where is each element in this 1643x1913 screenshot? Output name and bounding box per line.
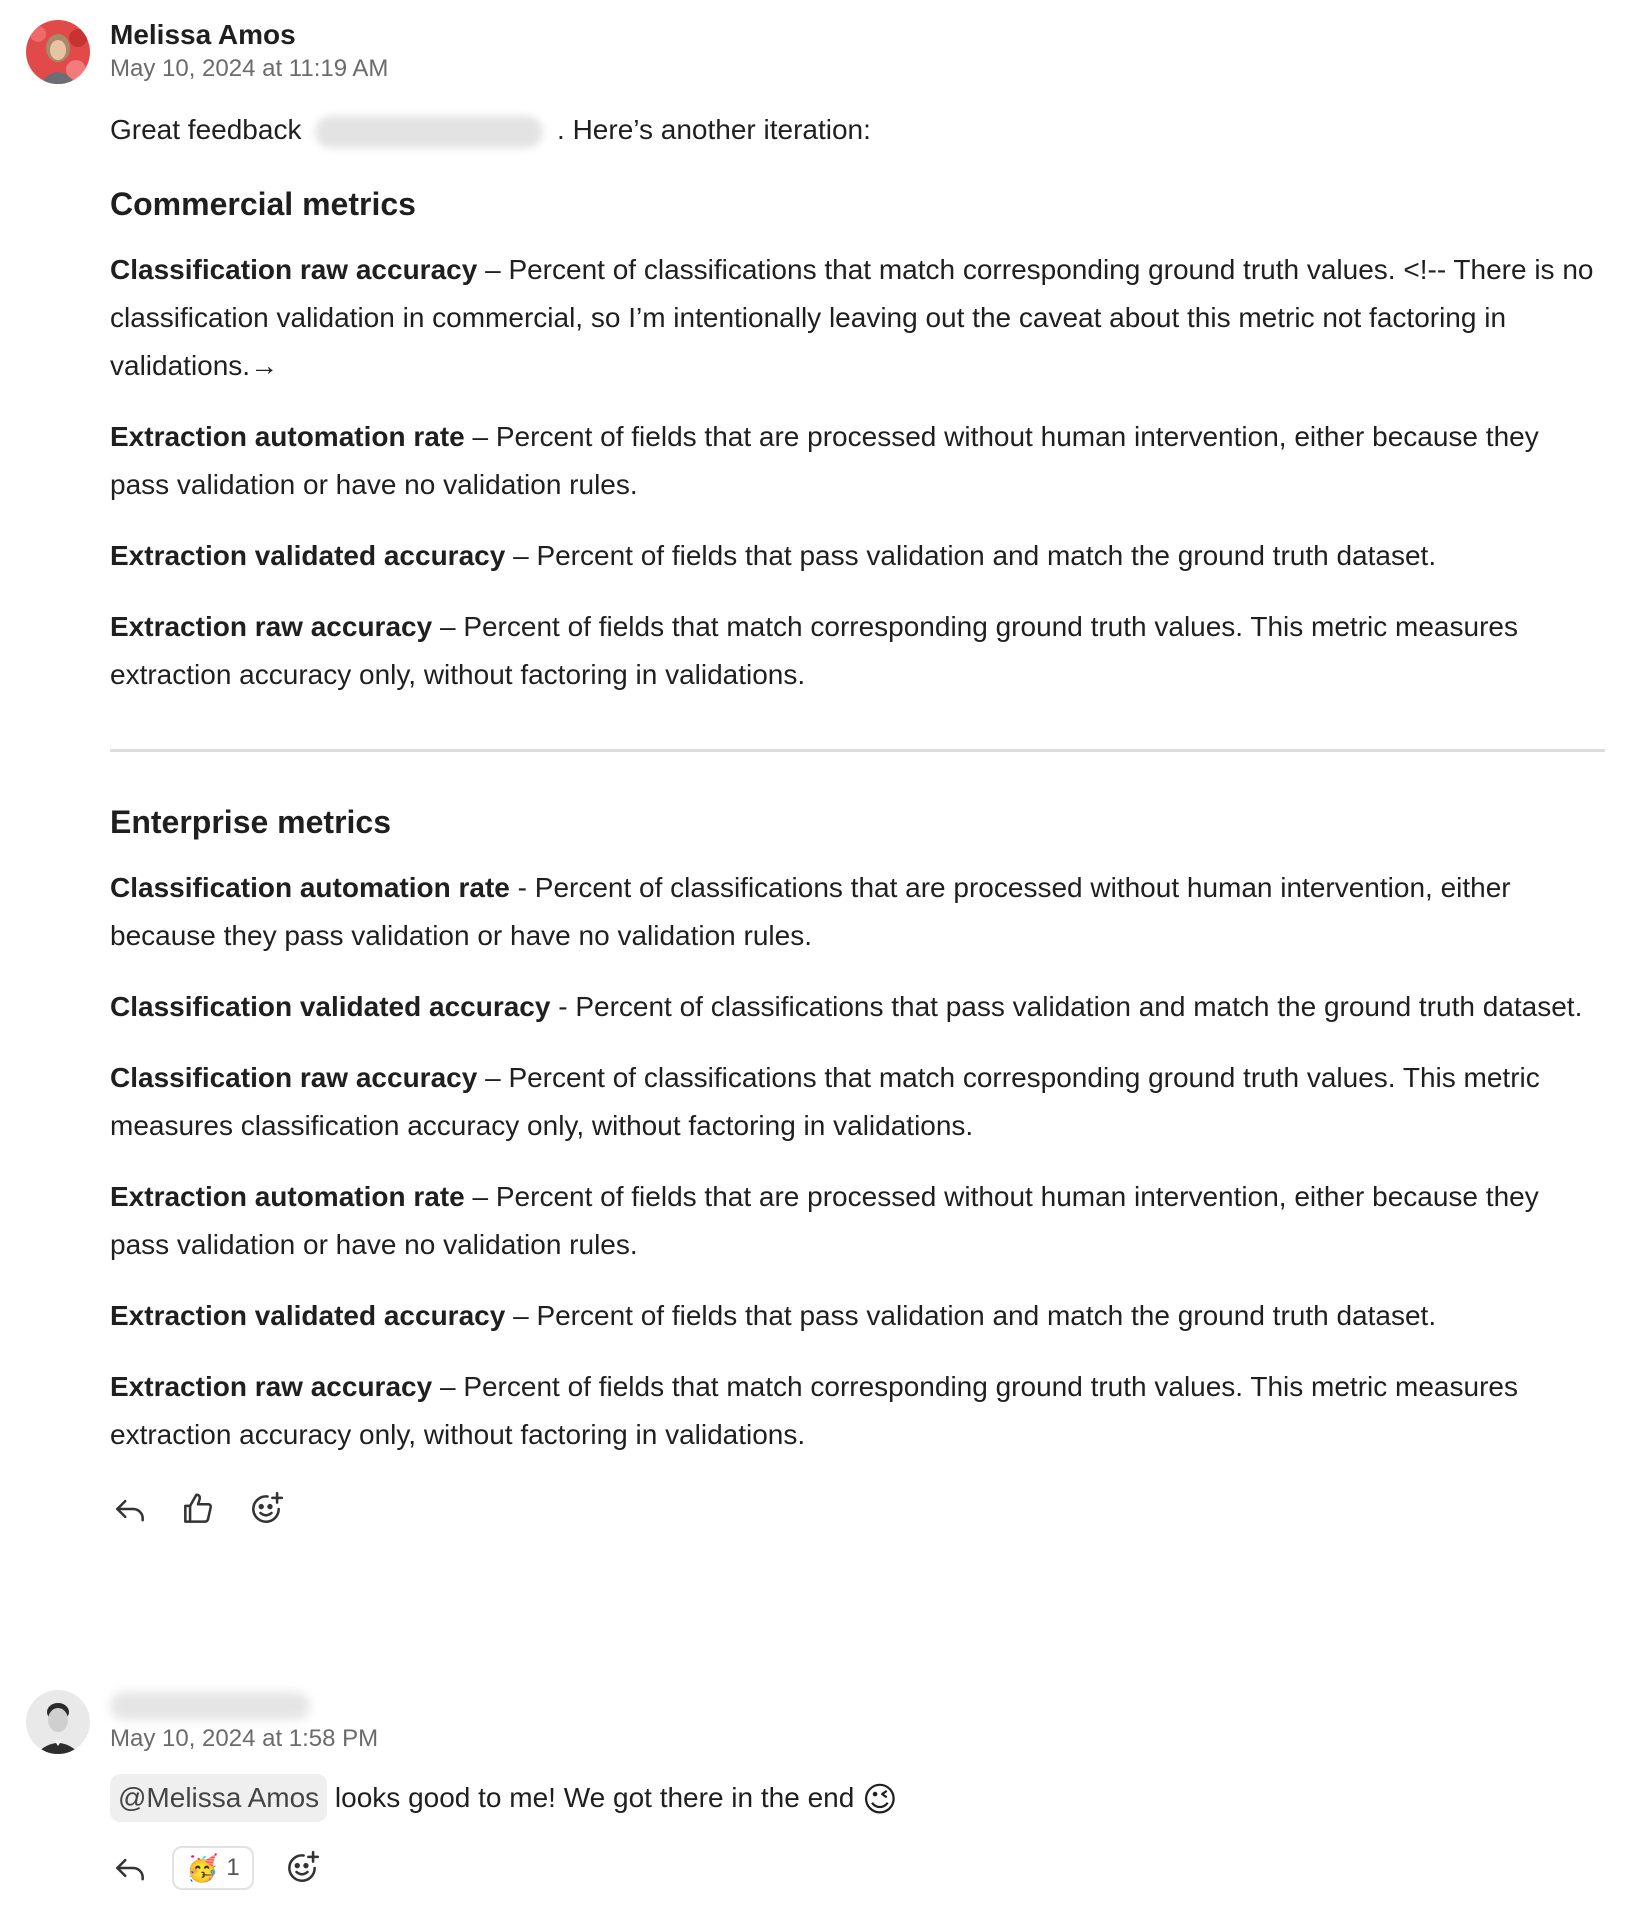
metric-separator: - [550,991,576,1022]
metric-separator: – [477,1062,509,1093]
metric-term: Extraction validated accuracy [110,540,506,571]
avatar[interactable] [26,20,90,84]
comment-actions [110,1489,1605,1529]
metric-separator: – [432,1371,464,1402]
message-body: looks good to me! We got there in the end [334,1782,855,1813]
metric-term: Classification automation rate [110,872,510,903]
metric-description: Percent of fields that are processed without human intervention, either because they pass validation or have no validation rules. [110,1181,1539,1260]
metric-description: Percent of fields that pass validation and match the ground truth dataset. [536,540,1437,571]
metric-item [110,413,1605,509]
thumbs-up-icon[interactable] [178,1489,218,1529]
metric-item [110,864,1605,960]
avatar[interactable] [26,1690,90,1754]
author-name[interactable]: Melissa Amos [110,19,296,50]
metric-term: Extraction validated accuracy [110,1300,506,1331]
timestamp: May 10, 2024 at 1:58 PM [110,1725,379,1752]
blurred-author-name [110,1692,310,1720]
winking-face-emoji: 😉 [862,1781,898,1819]
metric-description: Percent of fields that match corresponding ground truth values. This metric measures extraction accuracy only, without factoring in validations. [110,1371,1518,1450]
metric-description: Percent of classifications that match corresponding ground truth values. <!-- There is no classification validation in commercial, so I’m intentionally leaving out the caveat about this metric not factoring in validations.→ [110,254,1594,381]
section-divider [110,749,1605,752]
metric-separator: – [505,540,537,571]
metric-term: Classification raw accuracy [110,1062,478,1093]
intro-text [110,106,1605,154]
metric-item [110,1292,1605,1340]
add-reaction-icon[interactable] [282,1848,322,1888]
metric-term: Classification validated accuracy [110,991,551,1022]
partying-face-icon: 🥳 [186,1853,219,1883]
metric-description: Percent of classifications that are processed without human intervention, either because they pass validation or have no validation rules. [110,872,1511,951]
metric-description: Percent of fields that pass validation and match the ground truth dataset. [536,1300,1437,1331]
reply-icon[interactable] [110,1848,150,1888]
message-text [110,1774,1605,1824]
metric-description: Percent of classifications that pass validation and match the ground truth dataset. [575,991,1583,1022]
reaction-count: 1 [226,1854,240,1881]
section-heading-commercial: Commercial metrics [110,186,416,222]
metric-item [110,532,1605,580]
metric-separator: - [509,872,535,903]
metric-item [110,246,1605,390]
metric-item [110,1173,1605,1269]
intro-before: Great feedback [110,114,302,145]
author-name[interactable] [110,1688,1605,1722]
metric-separator: – [505,1300,537,1331]
metric-item [110,983,1605,1031]
add-reaction-icon[interactable] [246,1489,286,1529]
metric-term: Extraction raw accuracy [110,611,433,642]
metric-separator: – [464,1181,496,1212]
metric-description: Percent of fields that are processed without human intervention, either because they pass validation or have no validation rules. [110,421,1539,500]
metric-item [110,603,1605,699]
metric-term: Extraction automation rate [110,421,465,452]
metric-description: Percent of classifications that match corresponding ground truth values. This metric measures classification accuracy only, without factoring in validations. [110,1062,1540,1141]
metric-term: Classification raw accuracy [110,254,478,285]
metric-term: Extraction automation rate [110,1181,465,1212]
avatar-image [26,1690,90,1754]
avatar-image [26,20,90,84]
section-heading-enterprise: Enterprise metrics [110,804,392,840]
user-mention[interactable]: @Melissa Amos [110,1774,327,1822]
metric-term: Extraction raw accuracy [110,1371,433,1402]
timestamp: May 10, 2024 at 11:19 AM [110,55,389,82]
blurred-mention[interactable] [315,116,543,148]
reaction-chip[interactable] [172,1846,254,1890]
metric-description: Percent of fields that match corresponding ground truth values. This metric measures extraction accuracy only, without factoring in validations. [110,611,1518,690]
reply-icon[interactable] [110,1489,150,1529]
metric-item [110,1363,1605,1459]
metric-separator: – [477,254,509,285]
comment-actions [110,1846,1605,1890]
metric-item [110,1054,1605,1150]
metric-separator: – [432,611,464,642]
metric-separator: – [464,421,496,452]
intro-after: . Here’s another iteration: [557,114,871,145]
